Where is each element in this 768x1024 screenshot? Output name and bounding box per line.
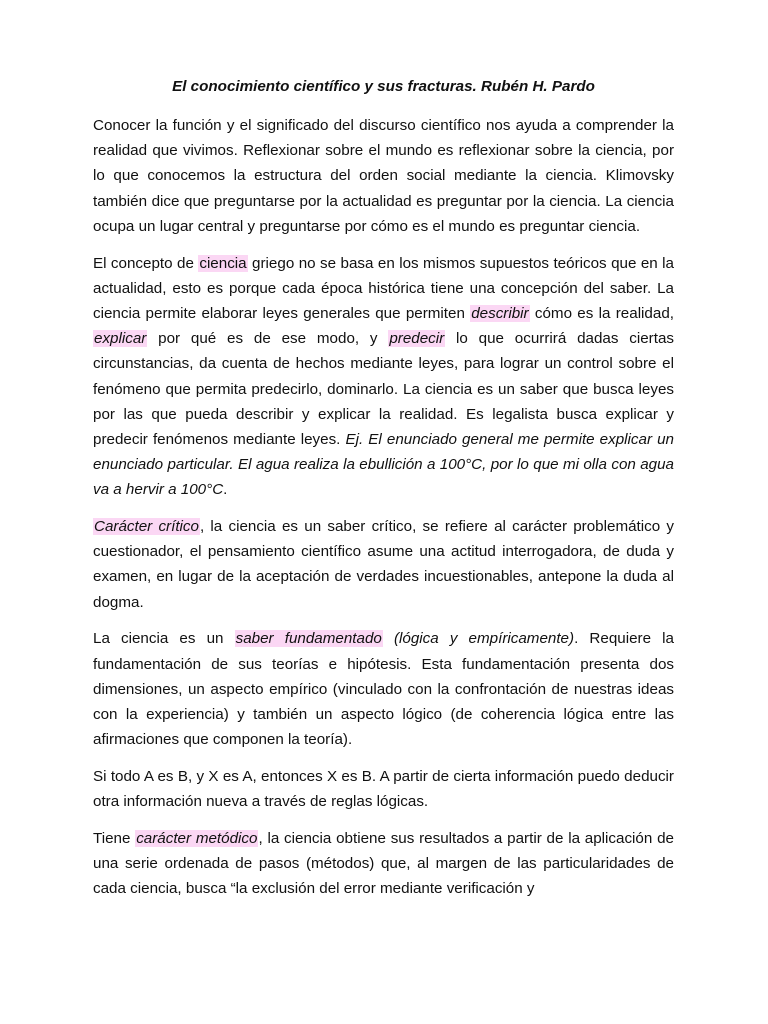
text-run: El concepto de (93, 254, 199, 272)
text-run: . (223, 481, 228, 499)
highlighted-term: predecir (389, 330, 445, 348)
text-run: griego no se basa en los mismos supuestos teóricos que en la actualidad, esto es porque cada época histórica tiene una concepción del saber. La ciencia permite elaborar leyes generales que permiten (93, 254, 674, 322)
document-page (93, 74, 674, 913)
text-run: (lógica y empíricamente) (382, 630, 575, 648)
text-run: Tiene (93, 829, 136, 847)
paragraph (93, 626, 674, 752)
text-run: lo que ocurrirá dadas ciertas circunstancias, da cuenta de hechos mediante leyes, para lograr un control sobre el fenómeno que permita predecirlo, dominarlo. La ciencia es un saber que busca leyes por las que pueda describir y explicar la realidad. Es legalista busca explicar y predecir fenómenos mediante leyes. (93, 330, 674, 448)
text-run: , la ciencia es un saber crítico, se refiere al carácter problemático y cuestionador, el pensamiento científico asume una actitud interrogadora, de duda y examen, en lugar de la aceptación de verdades incuestionables, antepone la duda al dogma. (93, 518, 675, 611)
text-run: La ciencia es un (93, 630, 235, 648)
text-run: cómo es la realidad, (529, 304, 674, 322)
text-run: por qué es de ese modo, y (147, 330, 389, 348)
highlighted-term: saber fundamentado (235, 630, 382, 648)
paragraph (93, 514, 674, 615)
document-title: El conocimiento científico y sus fracturas. Rubén H. Pardo (172, 78, 595, 95)
text-run: . Requiere la fundamentación de sus teorías e hipótesis. Esta fundamentación presenta dos dimensiones, un aspecto empírico (vinculado con la confrontación de nuestras ideas con la experiencia) y también un aspecto lógico (de coherencia lógica entre las afirmaciones que componen la teoría). (93, 630, 674, 749)
paragraph (93, 764, 674, 814)
text-run: , la ciencia obtiene sus resultados a partir de la aplicación de una serie ordenada de pasos (métodos) que, al margen de las particularidades de cada ciencia, busca “la exclusión del error mediante verificación y (93, 829, 674, 898)
highlighted-term: ciencia (199, 254, 247, 272)
highlighted-term: explicar (94, 330, 147, 348)
text-run: Conocer la función y el significado del discurso científico nos ayuda a comprender la realidad que vivimos. Reflexionar sobre el mundo es reflexionar sobre la ciencia, por lo que conocemos la estructura del orden social mediante la ciencia. Klimovsky también dice que preguntarse por la actualidad es preguntar por la ciencia. La ciencia ocupa un lugar central y preguntarse por cómo es el mundo es preguntar ciencia. (93, 117, 674, 235)
highlighted-term: Carácter crítico (94, 518, 199, 536)
text-run: Si todo A es B, y X es A, entonces X es B. A partir de cierta información puedo deducir otra información nueva a través de reglas lógicas. (93, 767, 674, 811)
highlighted-term: describir (471, 304, 529, 322)
document-body (93, 113, 674, 901)
text-run: Ej. El enunciado general me permite explicar un enunciado particular. El agua realiza la ebullición a 100°C, por lo que mi olla con agua va a hervir a 100°C (93, 430, 674, 499)
paragraph (93, 826, 674, 902)
highlighted-term: carácter metódico (136, 829, 258, 847)
paragraph (93, 113, 674, 239)
paragraph (93, 251, 674, 503)
